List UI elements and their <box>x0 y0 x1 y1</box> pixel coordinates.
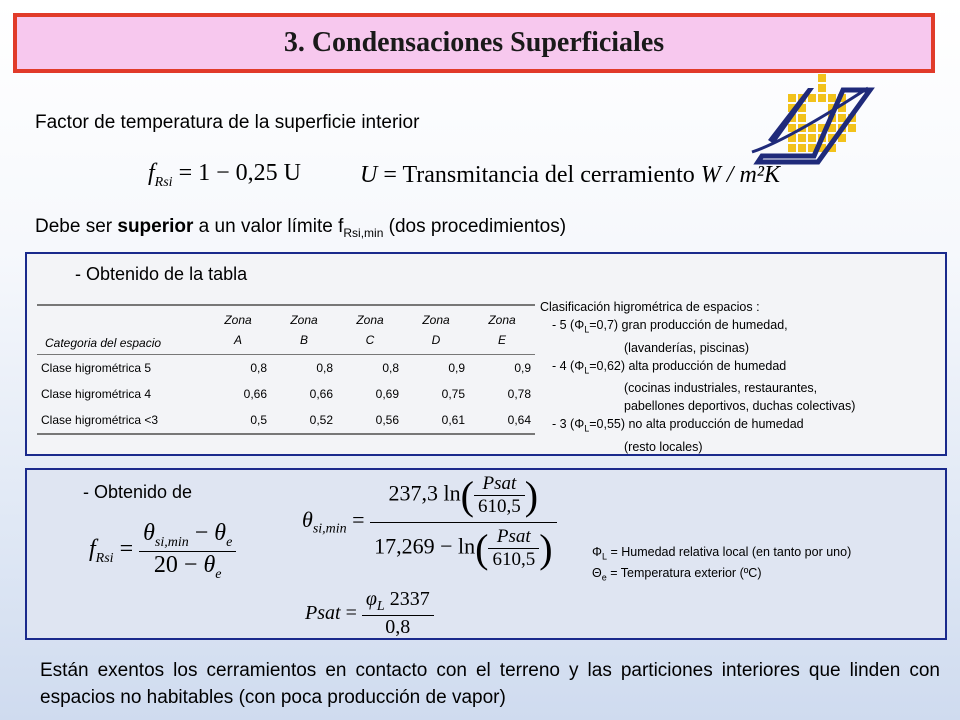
frsi-sub: Rsi <box>154 174 173 190</box>
table-cell: 0,61 <box>441 413 465 427</box>
table-section <box>25 252 947 456</box>
zone-header-d: Zona D <box>422 313 450 347</box>
requirement-sub: Rsi,min <box>343 225 384 240</box>
title-banner <box>13 13 935 73</box>
row-category: Clase higrométrica 4 <box>41 387 152 401</box>
table-cell: 0,75 <box>441 387 465 401</box>
table-cell: 0,56 <box>375 413 399 427</box>
row-category: Clase higrométrica <3 <box>41 413 159 427</box>
requirement-post: (dos procedimientos) <box>383 216 567 237</box>
table-cell: 0,9 <box>448 361 465 375</box>
classification-detail: (lavanderías, piscinas) <box>624 340 750 355</box>
classification-detail: pabellones deportivos, duchas colectivas) <box>624 399 856 413</box>
zone-header-e: Zona E <box>488 313 516 347</box>
zone-table <box>37 304 535 435</box>
table-cell: 0,78 <box>507 387 531 401</box>
table-cell: 0,8 <box>250 361 267 375</box>
table-cell: 0,66 <box>309 387 333 401</box>
table-header-row <box>37 305 535 355</box>
u-units: W / m²K <box>700 162 780 188</box>
theta-formula: $\theta_{si,min}$ = 237,3 ln( $\frac{\text{Psat}}{610,5}$ ) 17,269 − ln( $\frac{\text{Psat}}{610,5}$ ) <box>302 472 557 572</box>
classification-detail: (cocinas industriales, restaurantes, <box>624 381 818 395</box>
classification-list <box>540 298 855 456</box>
u-text: = Transmitancia del cerramiento <box>383 162 695 188</box>
table-cell: 0,64 <box>507 413 531 427</box>
category-header: Categoria del espacio <box>45 336 162 350</box>
frsi-ratio-formula: $f_{Rsi}$ = $\frac{\theta_{si,min} - \theta_e}{20 - \theta_e}$ <box>89 520 236 583</box>
table-cell: 0,8 <box>382 361 399 375</box>
classification-detail: (resto locales) <box>624 439 703 454</box>
zone-header-c: Zona C <box>356 313 384 347</box>
table-row <box>37 381 535 407</box>
note-theta: $\Theta_e$ = Temperatura exterior (ºC) <box>592 565 762 582</box>
table-cell: 0,66 <box>243 387 267 401</box>
formula-section <box>25 468 947 640</box>
classification-item: - 5 $(\Phi_L=0,7)$ gran producción de humedad, <box>552 318 788 335</box>
frsi-rhs: = 1 − 0,25 U <box>178 160 301 186</box>
variable-notes <box>592 544 851 585</box>
table-cell: 0,52 <box>309 413 333 427</box>
requirement-pre: Debe ser <box>35 216 118 237</box>
classification-item: - 3 $(\Phi_L=0,55)$ no alta producción de humedad <box>552 417 804 434</box>
footer-note: Están exentos los cerramientos en contacto con el terreno y las particiones interiores que linden con espacios no habitables (con poca producción de vapor) <box>40 660 940 708</box>
u-formula <box>360 162 780 189</box>
frsi-f: f <box>148 160 155 186</box>
row-category: Clase higrométrica 5 <box>41 361 152 375</box>
zone-header-a: Zona A <box>224 313 252 347</box>
classification-title: Clasificación higrométrica de espacios : <box>540 300 760 314</box>
requirement-mid: a un valor límite f <box>193 216 344 237</box>
table-cell: 0,5 <box>250 413 267 427</box>
requirement-line <box>35 216 566 240</box>
formula-section-heading: - Obtenido de <box>83 482 193 502</box>
table-row <box>37 407 535 434</box>
subtitle: Factor de temperatura de la superficie interior <box>35 112 420 133</box>
zone-header-b: Zona B <box>290 313 318 347</box>
frsi-formula <box>148 160 301 191</box>
table-cell: 0,9 <box>514 361 531 375</box>
logo <box>748 70 888 210</box>
psat-formula: Psat = $\frac{\varphi_L 2337}{0,8}$ <box>305 588 434 639</box>
note-phi: $\Phi_L$ = Humedad relativa local (en tanto por uno) <box>592 545 852 562</box>
u-lhs: U <box>360 162 378 188</box>
table-cell: 0,8 <box>316 361 333 375</box>
table-cell: 0,69 <box>375 387 399 401</box>
classification-item: - 4 $(\Phi_L=0,62)$ alta producción de humedad <box>552 358 787 375</box>
table-section-heading: - Obtenido de la tabla <box>75 264 248 284</box>
page-title: 3. Condensaciones Superficiales <box>283 27 665 58</box>
requirement-bold: superior <box>117 216 194 237</box>
table-row <box>37 355 535 382</box>
